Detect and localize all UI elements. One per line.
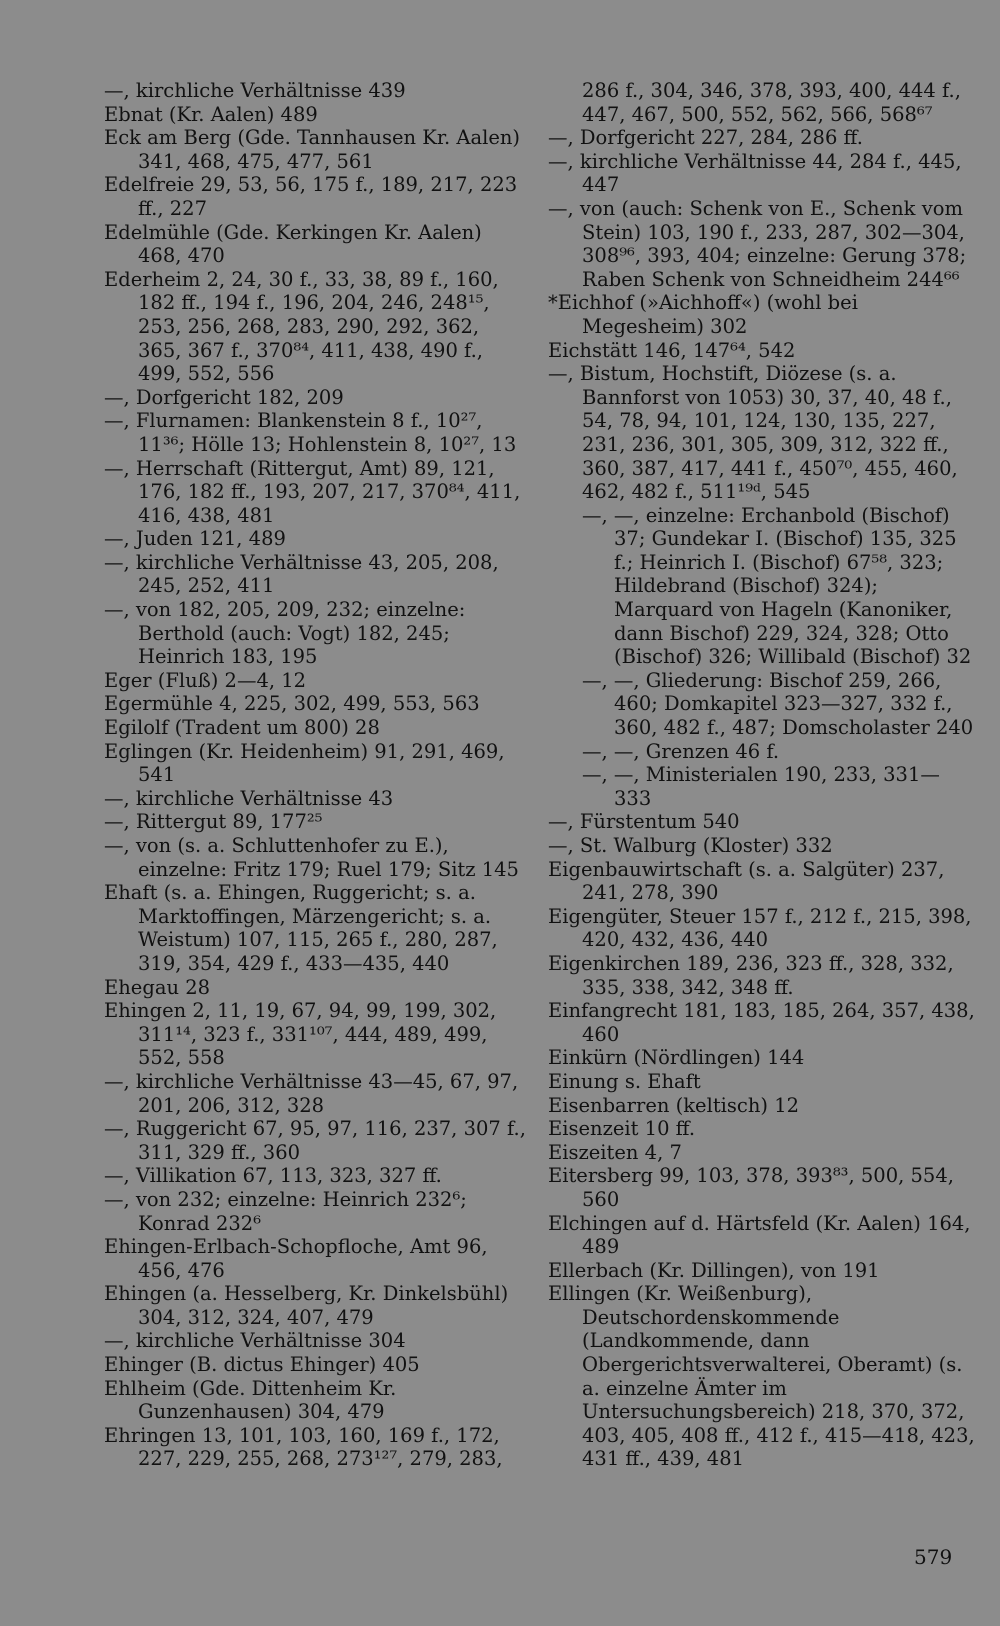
index-subentry: —, Dorfgericht 182, 209 [104, 385, 344, 409]
index-entry: Ehingen (a. Hesselberg, Kr. Dinkelsbühl) 304, 312, 324, 407, 479 [104, 1282, 509, 1329]
index-subentry: —, —, Grenzen 46 f. [582, 739, 780, 763]
page-number: 579 [914, 1545, 953, 1569]
index-entry: Eck am Berg (Gde. Tannhausen Kr. Aalen) 341, 468, 475, 477, 561 [104, 126, 521, 173]
index-entry: Ellerbach (Kr. Dillingen), von 191 [548, 1258, 880, 1282]
index-subentry: —, Flurnamen: Blankenstein 8 f., 10²⁷, 11³⁶; Hölle 13; Hohlenstein 8, 10²⁷, 13 [104, 409, 517, 456]
index-subentry: —, Rittergut 89, 177²⁵ [104, 810, 323, 834]
index-entry: Ederheim 2, 24, 30 f., 33, 38, 89 f., 160, 182 ff., 194 f., 196, 204, 246, 248¹⁵, 253, 256, 268, 283, 290, 292, 362, 365, 367 f., 370⁸⁴, 411, 438, 490 f., 499, 552, 556 [104, 267, 499, 386]
index-entry: Ehingen-Erlbach-Schopfloche, Amt 96, 456, 476 [104, 1235, 488, 1282]
index-entry: Egilolf (Tradent um 800) 28 [104, 716, 380, 740]
index-subentry: —, kirchliche Verhältnisse 43—45, 67, 97, 201, 206, 312, 328 [104, 1069, 519, 1117]
index-subentry: —, Villikation 67, 113, 323, 327 ff. [104, 1164, 442, 1188]
index-subentry: —, kirchliche Verhältnisse 439 [104, 79, 406, 102]
index-entry: Eigengüter, Steuer 157 f., 212 f., 215, 398, 420, 432, 436, 440 [548, 904, 972, 952]
index-entry: Edelfreie 29, 53, 56, 175 f., 189, 217, 223 ff., 227 [104, 173, 518, 220]
index-entry: Eigenkirchen 189, 236, 323 ff., 328, 332, 335, 338, 342, 348 ff. [548, 951, 954, 999]
index-subentry: —, kirchliche Verhältnisse 304 [104, 1329, 406, 1353]
index-subentry: —, Dorfgericht 227, 284, 286 ff. [548, 126, 863, 150]
index-subentry: —, von 182, 205, 209, 232; einzelne: Berthold (auch: Vogt) 182, 245; Heinrich 183, 195 [104, 598, 466, 669]
index-entry: Eger (Fluß) 2—4, 12 [104, 668, 307, 692]
index-entry: Eichstätt 146, 147⁶⁴, 542 [548, 338, 796, 362]
index-entry: Ehegau 28 [104, 975, 211, 999]
index-subentry: —, Fürstentum 540 [548, 810, 740, 834]
index-entry: Ellingen (Kr. Weißenburg), Deutschordenskommende (Landkommende, dann Obergerichtsverwalterei, Oberamt) (s. a. einzelne Ämter im Untersuchungsbereich) 218, 370, 372, 403, 405, 408 ff., 412 f., 415—418, 423, 431 ff., 439, 481 [548, 1282, 975, 1471]
index-subentry: —, Bistum, Hochstift, Diözese (s. a. Bannforst von 1053) 30, 37, 40, 48 f., 54, 78, 94, 101, 124, 130, 135, 227, 231, 236, 301, 305, 309, 312, 322 ff., 360, 387, 417, 441 f., 450⁷⁰, 455, 460, 462, 482 f., 511¹⁹ᵈ, 545 [548, 362, 958, 504]
index-entry: Eisenzeit 10 ff. [548, 1117, 696, 1141]
index-entry: Elchingen auf d. Härtsfeld (Kr. Aalen) 164, 489 [548, 1211, 971, 1259]
index-subentry: —, Juden 121, 489 [104, 527, 286, 551]
index-entry: Edelmühle (Gde. Kerkingen Kr. Aalen) 468, 470 [104, 220, 482, 268]
index-entry: *Eichhof (»Aichhoff«) (wohl bei Megesheim) 302 [548, 291, 858, 338]
index-subentry: —, —, Gliederung: Bischof 259, 266, 460; Domkapitel 323—327, 332 f., 360, 482 f., 487; Domscholaster 240 [582, 668, 974, 740]
index-entry: Ehringen 13, 101, 103, 160, 169 f., 172, 227, 229, 255, 268, 273¹²⁷, 279, 283, [104, 1423, 503, 1471]
index-entry: Eiszeiten 4, 7 [548, 1140, 682, 1164]
index-subentry: —, —, Ministerialen 190, 233, 331—333 [582, 763, 940, 810]
index-subentry: —, von 232; einzelne: Heinrich 232⁶; Konrad 232⁶ [104, 1187, 467, 1235]
index-entry: Ehlheim (Gde. Dittenheim Kr. Gunzenhausen) 304, 479 [104, 1376, 397, 1424]
index-subentry: —, von (auch: Schenk von E., Schenk vom Stein) 103, 190 f., 233, 287, 302—304, 308⁹⁶, 393, 404; einzelne: Gerung 378; Raben Schenk von Schneidheim 244⁶⁶ [548, 196, 967, 291]
index-subentry: —, kirchliche Verhältnisse 43 [104, 786, 394, 810]
index-column-right [548, 79, 976, 1471]
index-entry: Eglingen (Kr. Heidenheim) 91, 291, 469, 541 [104, 739, 505, 787]
index-subentry: 286 f., 304, 346, 378, 393, 400, 444 f., 447, 467, 500, 552, 562, 566, 568⁶⁷ [582, 79, 961, 126]
index-entry: Ehingen 2, 11, 19, 67, 94, 99, 199, 302, 311¹⁴, 323 f., 331¹⁰⁷, 444, 489, 499, 552, 558 [104, 999, 497, 1070]
index-entry: Eigenbauwirtschaft (s. a. Salgüter) 237, 241, 278, 390 [548, 857, 945, 905]
index-entry: Ehinger (B. dictus Ehinger) 405 [104, 1353, 420, 1377]
index-subentry: —, Herrschaft (Rittergut, Amt) 89, 121, 176, 182 ff., 193, 207, 217, 370⁸⁴, 411, 416, 438, 481 [104, 456, 521, 527]
index-entry: Ehaft (s. a. Ehingen, Ruggericht; s. a. Marktoffingen, Märzengericht; s. a. Weistum) 107, 115, 265 f., 280, 287, 319, 354, 429 f., 433—435, 440 [104, 881, 498, 975]
index-entry: Ebnat (Kr. Aalen) 489 [104, 102, 318, 126]
index-column-left [104, 79, 526, 1471]
index-subentry: —, kirchliche Verhältnisse 43, 205, 208, 245, 252, 411 [104, 550, 499, 598]
index-entry: Einkürn (Nördlingen) 144 [548, 1046, 805, 1070]
index-entry: Einfangrecht 181, 183, 185, 264, 357, 438, 460 [548, 999, 975, 1046]
index-entry: Egermühle 4, 225, 302, 499, 553, 563 [104, 692, 480, 716]
index-entry: Eitersberg 99, 103, 378, 393⁸³, 500, 554, 560 [548, 1164, 954, 1211]
index-subentry: —, kirchliche Verhältnisse 44, 284 f., 445, 447 [548, 149, 962, 197]
index-subentry: —, —, einzelne: Erchanbold (Bischof) 37; Gundekar I. (Bischof) 135, 325 f.; Heinrich I. (Bischof) 67⁵⁸, 323; Hildebrand (Bischof) 324); Marquard von Hageln (Kanoniker, dann Bischof) 229, 324, 328; Otto (Bischof) 326; Willibald (Bischof) 32 [582, 503, 972, 669]
index-entry: Eisenbarren (keltisch) 12 [548, 1093, 800, 1117]
index-entry: Einung s. Ehaft [548, 1069, 701, 1093]
index-subentry: —, Ruggericht 67, 95, 97, 116, 237, 307 f., 311, 329 ff., 360 [104, 1117, 526, 1164]
index-subentry: —, St. Walburg (Kloster) 332 [548, 834, 833, 857]
index-subentry: —, von (s. a. Schluttenhofer zu E.), einzelne: Fritz 179; Ruel 179; Sitz 145 [104, 834, 519, 881]
